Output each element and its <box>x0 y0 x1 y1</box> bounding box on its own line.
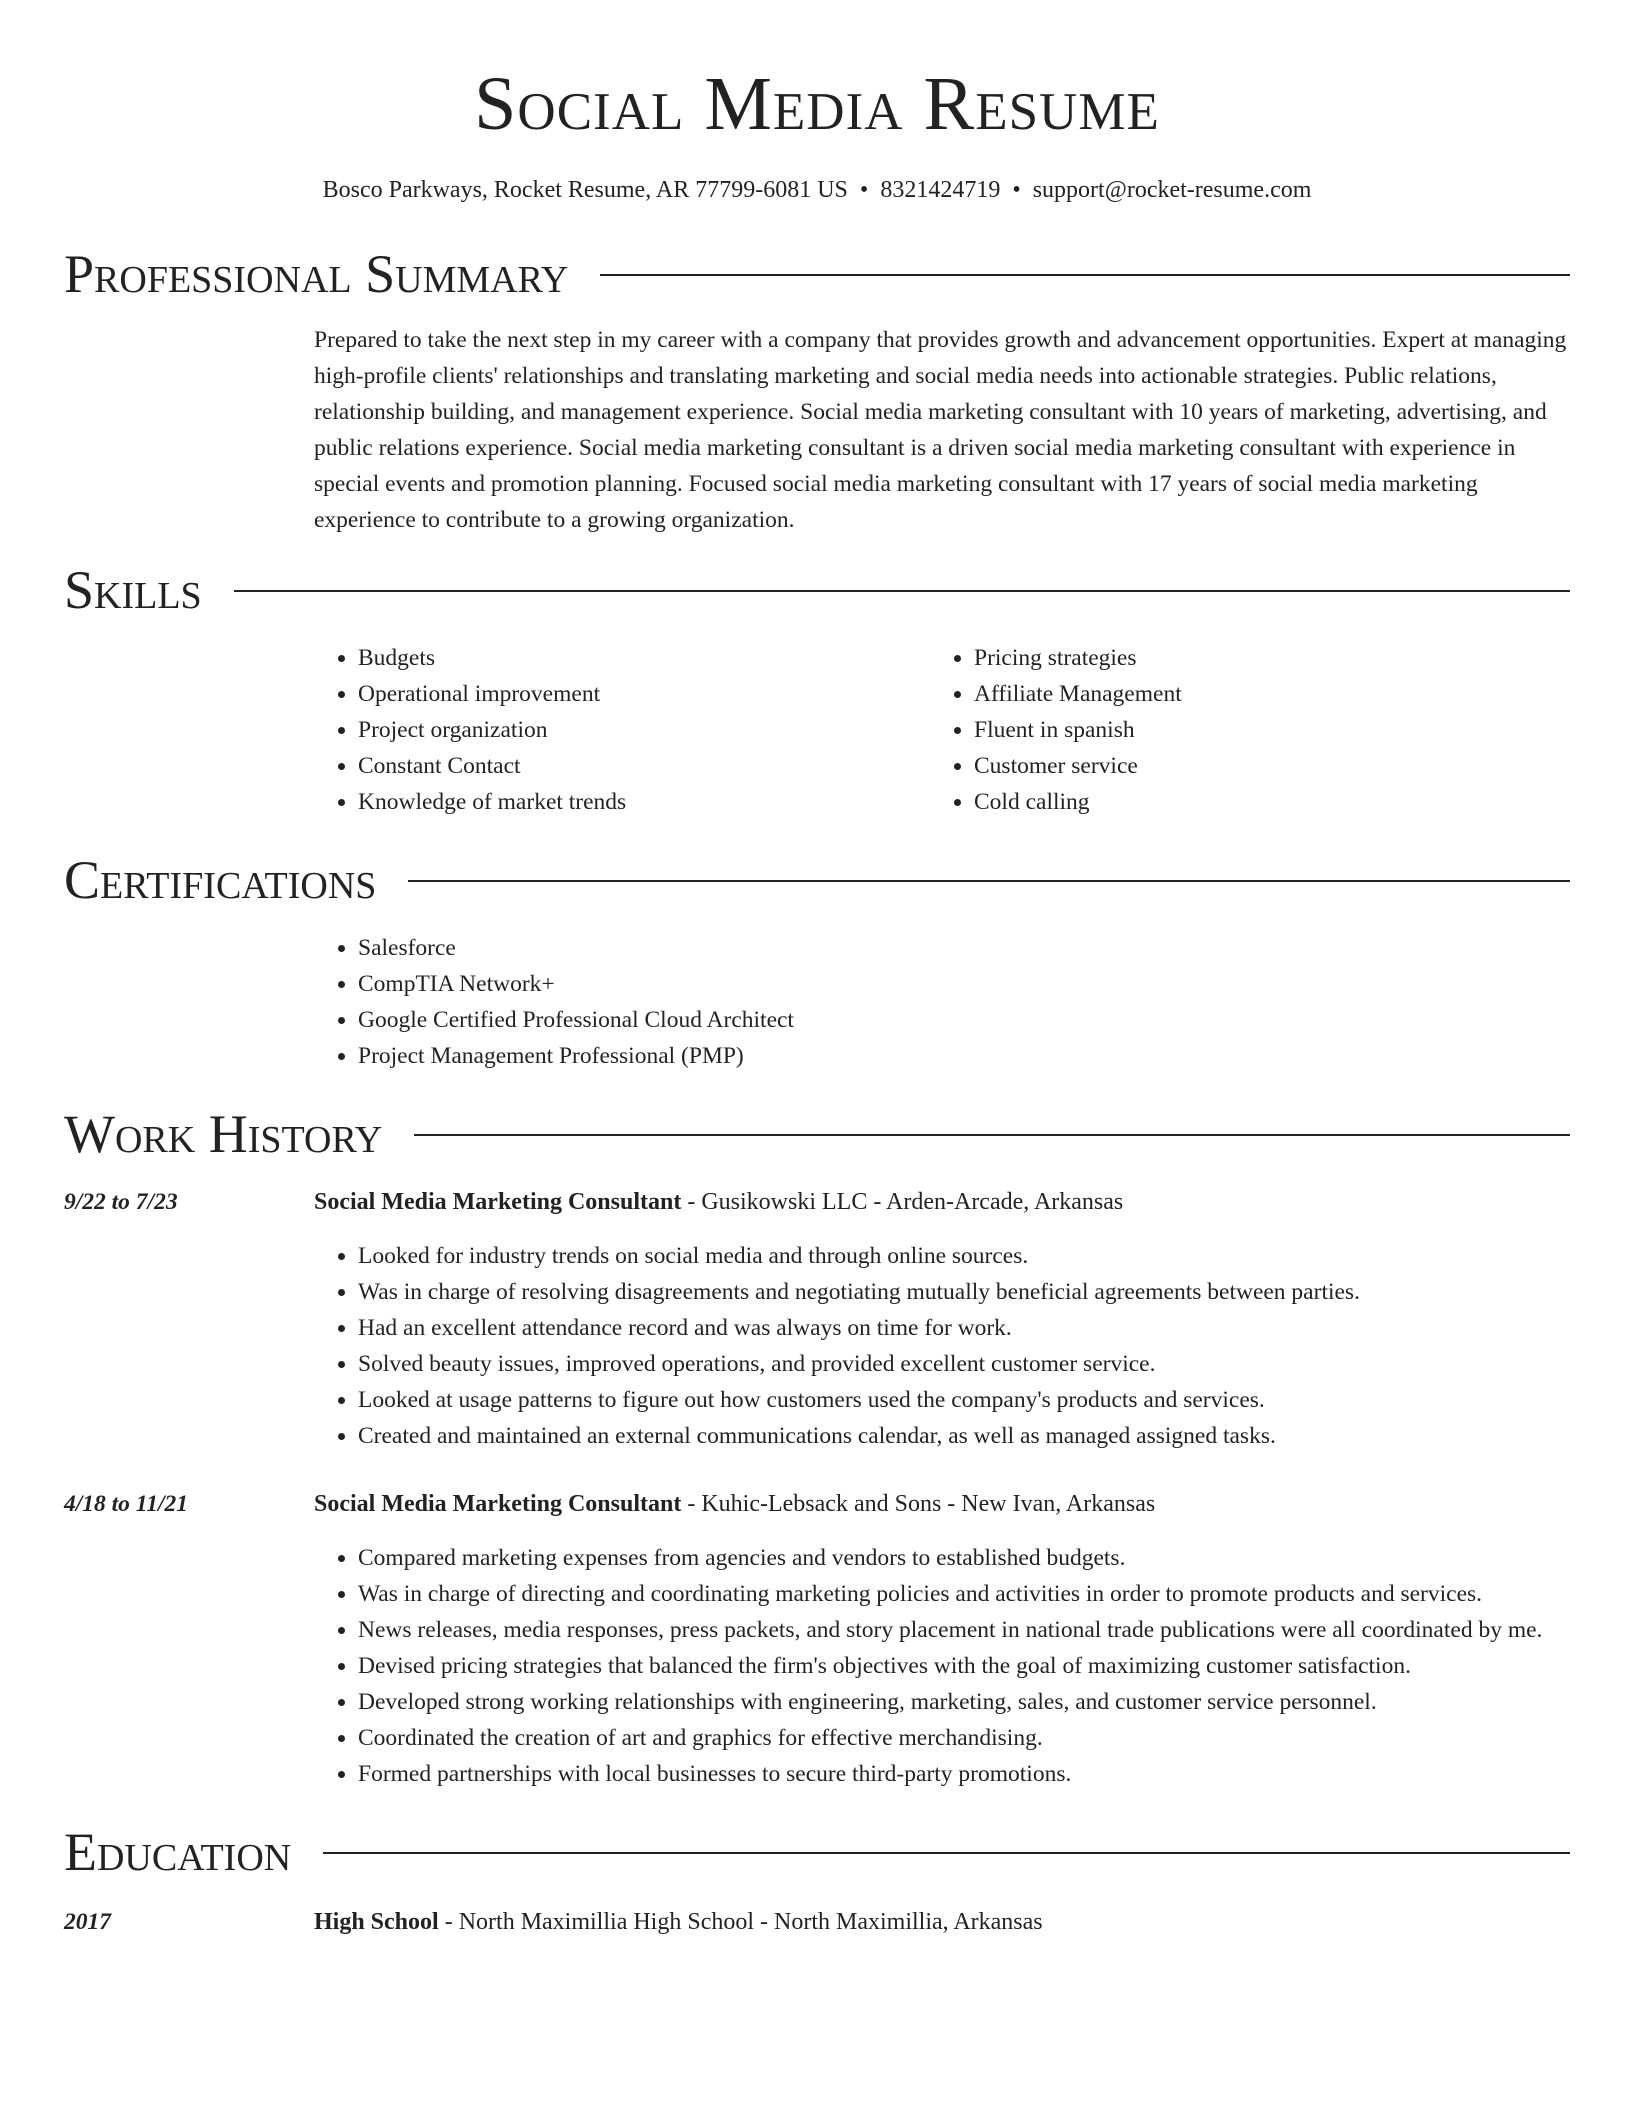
section-divider <box>234 590 1570 592</box>
education-school-location: - North Maximillia High School - North Maximillia, Arkansas <box>438 1909 1043 1935</box>
skill-item: • Fluent in spanish <box>974 712 1546 748</box>
summary-heading: Professional Summary <box>64 244 569 304</box>
job-duty: • Was in charge of resolving disagreements and negotiating mutually beneficial agreements between parties. <box>358 1274 1570 1310</box>
job-duty: • Had an excellent attendance record and was always on time for work. <box>358 1310 1570 1346</box>
skill-item: • Customer service <box>974 748 1546 784</box>
contact-address: Bosco Parkways, Rocket Resume, AR 77799-6081 US <box>322 177 848 203</box>
summary-text: Prepared to take the next step in my career with a company that provides growth and advancement opportunities. Expert at managing high-profile clients' relationships and translating marketing and social media needs into actionable strategies. Public relations, relationship building, and management experience. Social media marketing consultant with 10 years of marketing, advertising, and public relations experience. Social media marketing consultant is a driven social media marketing consultant with experience in special events and promotion planning. Focused social media marketing consultant with 17 years of social media marketing experience to contribute to a growing organization. <box>314 327 1567 533</box>
job-dates: 9/22 to 7/23 <box>64 1189 178 1215</box>
job-duty: • Solved beauty issues, improved operations, and provided excellent customer service. <box>358 1346 1570 1382</box>
job-duty: • Formed partnerships with local businesses to secure third-party promotions. <box>358 1756 1570 1792</box>
education-year: 2017 <box>64 1909 111 1935</box>
skill-item: • Budgets <box>358 640 930 676</box>
job-duty: • Compared marketing expenses from agencies and vendors to established budgets. <box>358 1540 1570 1576</box>
education-content <box>314 1904 1570 1958</box>
skill-item: • Constant Contact <box>358 748 930 784</box>
education-entry <box>64 1904 1570 1958</box>
section-divider <box>323 1852 1570 1854</box>
education-degree: High School <box>314 1909 439 1935</box>
certifications-heading-row <box>64 850 1570 910</box>
skills-heading-row <box>64 560 1570 620</box>
skills-column-left <box>314 640 930 820</box>
job-duty: • Was in charge of directing and coordinating marketing policies and activities in order to promote products and services. <box>358 1576 1570 1612</box>
skills-section <box>64 560 1570 820</box>
education-body <box>64 1882 1570 1958</box>
contact-separator: • <box>1012 177 1021 203</box>
skills-list-right <box>930 640 1546 820</box>
work-history-heading-row <box>64 1104 1570 1164</box>
certifications-heading: Certifications <box>64 850 377 910</box>
section-divider <box>408 880 1570 882</box>
section-divider <box>600 274 1570 276</box>
skill-item: • Knowledge of market trends <box>358 784 930 820</box>
education-heading-row <box>64 1822 1570 1882</box>
job-duty: • Developed strong working relationships with engineering, marketing, sales, and customer service personnel. <box>358 1684 1570 1720</box>
work-history-heading: Work History <box>64 1104 383 1164</box>
contact-email: support@rocket-resume.com <box>1032 177 1312 203</box>
job-duty: • Coordinated the creation of art and graphics for effective merchandising. <box>358 1720 1570 1756</box>
job-entry <box>64 1184 1570 1454</box>
job-duties-list <box>314 1540 1570 1792</box>
job-header <box>314 1184 1570 1220</box>
contact-separator: • <box>859 177 869 203</box>
skills-body <box>314 620 1570 820</box>
job-duty: • Looked for industry trends on social media and through online sources. <box>358 1238 1570 1274</box>
education-heading: Education <box>64 1822 292 1882</box>
work-history-section <box>64 1104 1570 1792</box>
certification-item: • Salesforce <box>358 930 1570 966</box>
job-company-location: - Kuhic-Lebsack and Sons - New Ivan, Arkansas <box>681 1491 1156 1517</box>
job-content <box>314 1184 1570 1454</box>
skill-item: • Affiliate Management <box>974 676 1546 712</box>
summary-heading-row <box>64 244 1570 304</box>
job-header <box>314 1486 1570 1522</box>
job-duties-list <box>314 1238 1570 1454</box>
job-company-location: - Gusikowski LLC - Arden-Arcade, Arkansas <box>681 1189 1124 1215</box>
skill-item: • Operational improvement <box>358 676 930 712</box>
certifications-list <box>314 930 1570 1074</box>
section-divider <box>414 1134 1570 1136</box>
job-title: Social Media Marketing Consultant <box>314 1189 682 1215</box>
summary-section <box>64 244 1570 538</box>
job-duty: • Created and maintained an external communications calendar, as well as managed assigned tasks. <box>358 1418 1570 1454</box>
job-dates: 4/18 to 11/21 <box>64 1491 189 1517</box>
job-duty: • Looked at usage patterns to figure out how customers used the company's products and services. <box>358 1382 1570 1418</box>
skill-item: • Pricing strategies <box>974 640 1546 676</box>
skills-heading: Skills <box>64 560 202 620</box>
certification-item: • Project Management Professional (PMP) <box>358 1038 1570 1074</box>
job-duty: • News releases, media responses, press packets, and story placement in national trade publications were all coordinated by me. <box>358 1612 1570 1648</box>
certification-item: • CompTIA Network+ <box>358 966 1570 1002</box>
skills-list-left <box>314 640 930 820</box>
job-title: Social Media Marketing Consultant <box>314 1491 682 1517</box>
resume-title: Social Media Resume <box>474 62 1160 146</box>
certifications-body <box>314 910 1570 1074</box>
skills-column-right <box>930 640 1546 820</box>
job-content <box>314 1486 1570 1792</box>
education-section <box>64 1822 1570 1958</box>
certification-item: • Google Certified Professional Cloud Architect <box>358 1002 1570 1038</box>
contact-phone: 8321424719 <box>880 177 1001 203</box>
work-history-body <box>64 1164 1570 1792</box>
certifications-section <box>64 850 1570 1074</box>
skill-item: • Project organization <box>358 712 930 748</box>
job-entry <box>64 1486 1570 1792</box>
summary-body <box>314 304 1570 538</box>
contact-line <box>64 174 1570 206</box>
job-duty: • Devised pricing strategies that balanced the firm's objectives with the goal of maximizing customer satisfaction. <box>358 1648 1570 1684</box>
skill-item: • Cold calling <box>974 784 1546 820</box>
education-header <box>314 1904 1570 1940</box>
